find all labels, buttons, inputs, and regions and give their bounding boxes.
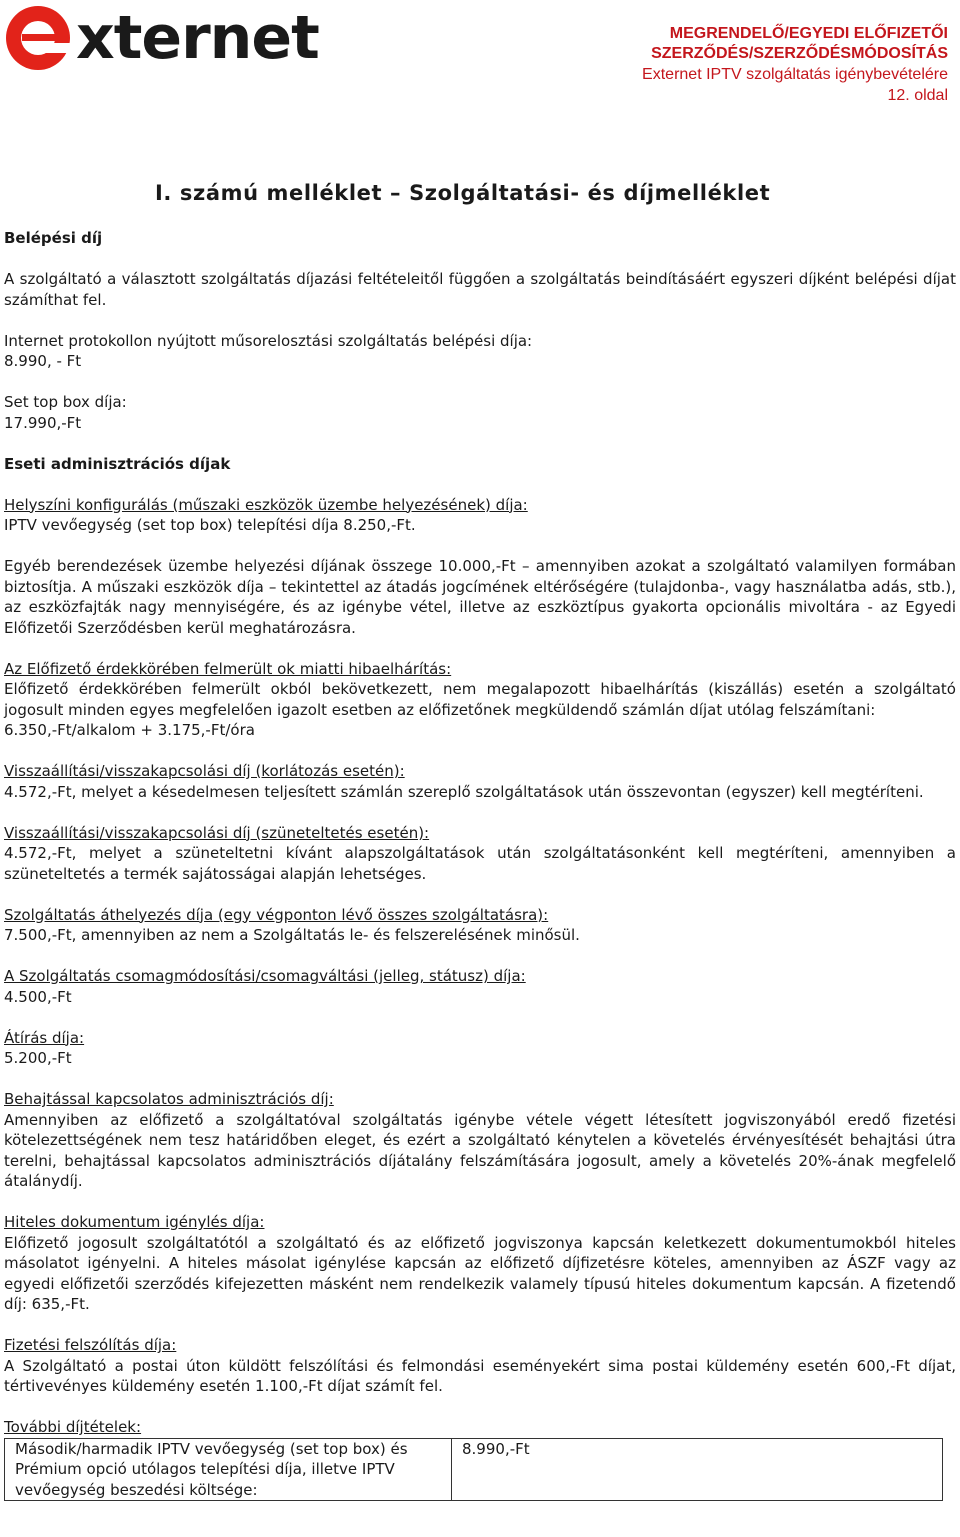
fee-value: 8.990,-Ft	[452, 1438, 943, 1501]
page-header	[0, 0, 960, 120]
behajtas-text: Amennyiben az előfizető a szolgáltatóval szolgáltatás igénybe vétele végett létesített jogviszonyából eredő fizetési kötelezettségének nem tesz határidőben eleget, és ezért a szolgáltató kénytelen a követelés érvényesítését behajtási útra terelni, behajtással kapcsolatos adminisztrációs díjátalány felszámítására jogosult, amely a követelés 20%-ának megfelelő átalánydíj.	[4, 1110, 956, 1190]
hibaelharitas-value: 6.350,-Ft/alkalom + 3.175,-Ft/óra	[4, 721, 255, 739]
szuneteltetes-label: Visszaállítási/visszakapcsolási díj (szüneteltetés esetén):	[4, 823, 430, 842]
fee-table	[4, 1438, 943, 1502]
section-heading-eseti: Eseti adminisztrációs díjak	[4, 454, 231, 473]
iptv-fee-value: 8.990, - Ft	[4, 352, 82, 370]
stb-fee-value: 17.990,-Ft	[4, 413, 82, 432]
felszolitas-text: A Szolgáltató a postai úton küldött felszólítási és felmondási eseményekért sima postai küldemény esetén 600,-Ft díjat, tértivevényes küldemény esetén 1.100,-Ft díjat számít fel.	[4, 1356, 956, 1395]
atiras-label: Átírás díja:	[4, 1028, 85, 1047]
header-line-2: SZERZŐDÉS/SZERZŐDÉSMÓDOSÍTÁS	[651, 45, 948, 62]
atiras-value: 5.200,-Ft	[4, 1049, 72, 1067]
felszolitas-label: Fizetési felszólítás díja:	[4, 1336, 177, 1354]
athelyezes-label: Szolgáltatás áthelyezés díja (egy végponton lévő összes szolgáltatásra):	[4, 905, 549, 924]
document-body	[4, 228, 956, 1501]
hiteles-label: Hiteles dokumentum igénylés díja:	[4, 1213, 265, 1231]
korlatozas-label: Visszaállítási/visszakapcsolási díj (korlátozás esetén):	[4, 762, 405, 780]
belepesi-intro: A szolgáltató a választott szolgáltatás díjazási feltételeitől függően a szolgáltatás beindításáért egyszeri díjként belépési díjat számíthat fel.	[4, 270, 956, 309]
csomagvaltas-label: A Szolgáltatás csomagmódosítási/csomagváltási (jelleg, státusz) díja:	[4, 967, 526, 985]
hibaelharitas-label: Az Előfizető érdekkörében felmerült ok miatti hibaelhárítás:	[4, 659, 452, 678]
szuneteltetes-text: 4.572,-Ft, melyet a szüneteltetni kívánt alapszolgáltatások után szolgáltatásonként kell megtéríteni, amennyiben a szüneteltetés a termék sajátosságai alapján lehetséges.	[4, 844, 956, 883]
konfig-label: Helyszíni konfigurálás (műszaki eszközök üzembe helyezésének) díja:	[4, 495, 528, 514]
hiteles-text: Előfizető jogosult szolgáltatótól a szolgáltató és az előfizető jogviszonya kapcsán keletkezett dokumentumokból hiteles másolatot igényelni. A hiteles másolat igénylése kapcsán az előfizető díjfizetésre köteles, amennyiben az ÁSZF vagy az egyedi előfizetői szerződés kifejezetten másként nem rendelkezik valamely típusú hiteles dokumentum kapcsán. A fizetendő díj: 635,-Ft.	[4, 1233, 956, 1313]
tovabbi-label: További díjtételek:	[4, 1418, 142, 1436]
behajtas-label: Behajtással kapcsolatos adminisztrációs díj:	[4, 1090, 334, 1108]
iptv-fee-label: Internet protokollon nyújtott műsorelosztási szolgáltatás belépési díja:	[4, 331, 533, 350]
page-number: 12. oldal	[887, 87, 948, 104]
svg-text:xternet: xternet	[76, 3, 319, 72]
athelyezes-text: 7.500,-Ft, amennyiben az nem a Szolgáltatás le- és felszerelésének minősül.	[4, 926, 580, 944]
table-row	[5, 1438, 943, 1501]
konfig-value: IPTV vevőegység (set top box) telepítési díja 8.250,-Ft.	[4, 516, 416, 534]
fee-description: Második/harmadik IPTV vevőegység (set top box) és Prémium opció utólagos telepítési díja, illetve IPTV vevőegység beszedési költsége:	[5, 1438, 452, 1501]
hibaelharitas-text: Előfizető érdekkörében felmerült okból bekövetkezett, nem megalapozott hibaelhárítás (kiszállás) esetén a szolgáltató jogosult minden egyes megfelelően igazolt esetben az előfizetőnek megküldendő számlán díjat utólag felszámítani:	[4, 680, 956, 719]
header-line-3: Externet IPTV szolgáltatás igénybevételére	[642, 66, 948, 83]
document-title: I. számú melléklet – Szolgáltatási- és díjmelléklet	[155, 181, 771, 205]
csomagvaltas-value: 4.500,-Ft	[4, 987, 72, 1006]
externet-logo	[4, 2, 364, 72]
egyeb-berendezesek: Egyéb berendezések üzembe helyezési díjának összege 10.000,-Ft – amennyiben azokat a szolgáltató valamilyen formában biztosítja. A műszaki eszközök díja – tekintettel az átadás jogcímének eltérőségére (tulajdonba-, vagy használatba adás, stb.), az eszközfajták nagy mennyiségére, és az igénybe vétel, illetve az eszköztípus gyakorta opcionális mivoltára - az Egyedi Előfizetői Szerződésben kerül meghatározásra.	[4, 557, 956, 637]
section-heading-belepesi: Belépési díj	[4, 229, 103, 247]
document-header-info	[642, 24, 948, 106]
header-line-1: MEGRENDELŐ/EGYEDI ELŐFIZETŐI	[669, 25, 948, 42]
korlatozas-text: 4.572,-Ft, melyet a késedelmesen teljesített számlán szereplő szolgáltatások után összevontan (egyszer) kell megtéríteni.	[4, 782, 924, 801]
stb-fee-label: Set top box díja:	[4, 393, 127, 411]
